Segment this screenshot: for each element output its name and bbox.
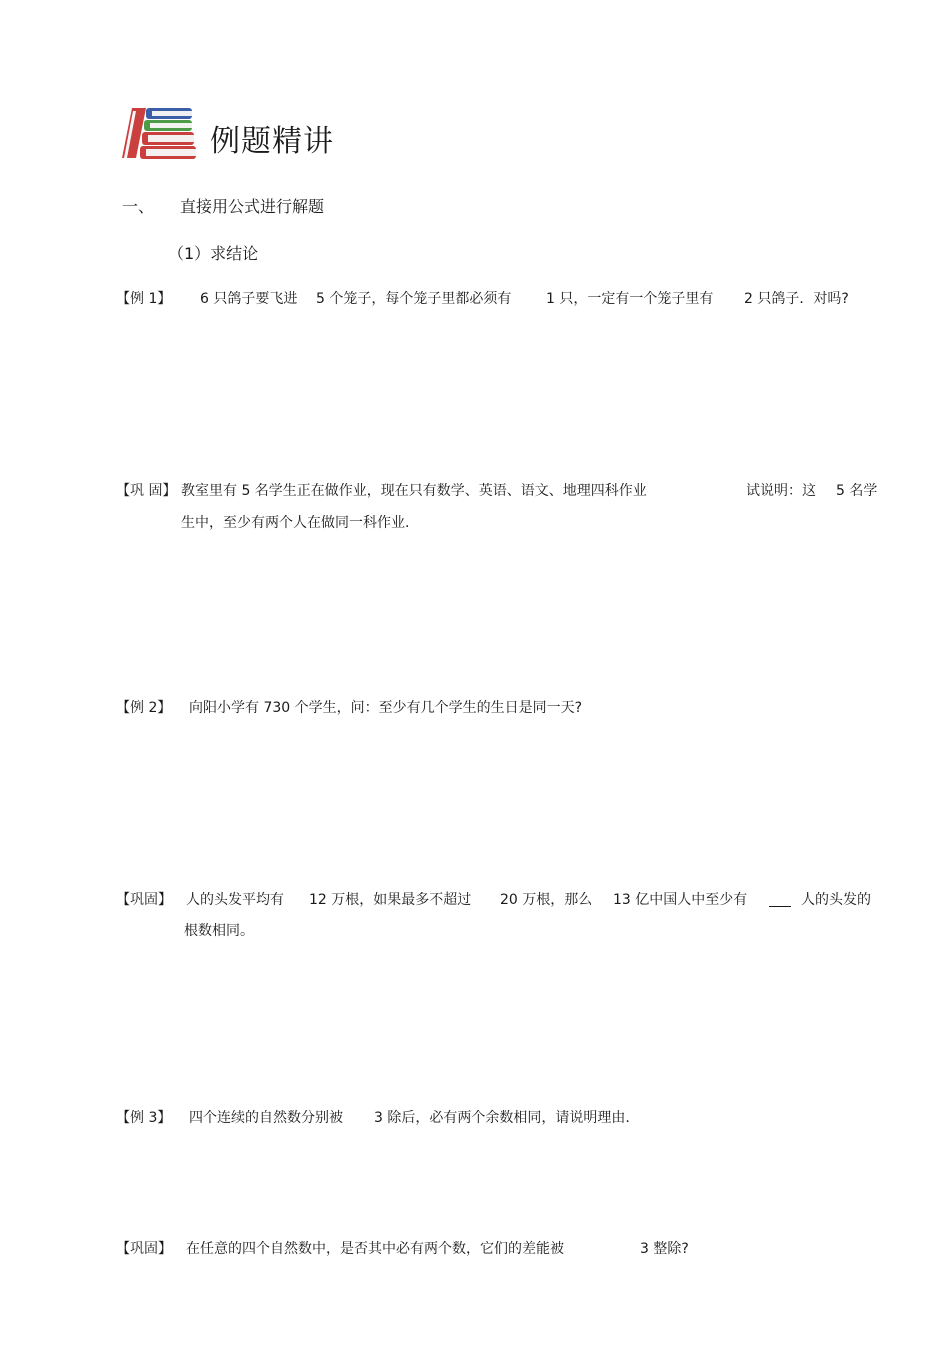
practice-1-line-1b: 试说明：这	[746, 483, 816, 499]
example-3-part-1: 四个连续的自然数分别被	[189, 1110, 343, 1126]
section-title: 例题精讲	[210, 124, 334, 159]
example-3-part-2: 3 除后，必有两个余数相同，请说明理由.	[374, 1110, 630, 1126]
practice-3-part-1: 在任意的四个自然数中，是否其中必有两个数，它们的差能被	[186, 1241, 564, 1257]
practice-2-part-5: 人的头发的	[801, 892, 871, 908]
example-1-part-2: 5 个笼子，每个笼子里都必须有	[316, 291, 512, 307]
practice-1-tag: 【巩 固】	[116, 483, 177, 499]
example-1-tag: 【例 1】	[116, 291, 172, 307]
example-1-part-3: 1 只，一定有一个笼子里有	[546, 291, 714, 307]
practice-2-part-3: 20 万根，那么	[500, 892, 593, 908]
example-1-part-4: 2 只鸽子．对吗?	[744, 291, 849, 307]
practice-1-line-1: 教室里有 5 名学生正在做作业，现在只有数学、英语、语文、地理四科作业	[181, 483, 647, 499]
example-2-tag: 【例 2】	[116, 700, 172, 716]
example-1-part-1: 6 只鸽子要飞进	[200, 291, 298, 307]
practice-1-line-1c: 5 名学	[836, 483, 878, 499]
books-icon	[116, 102, 198, 162]
subsection-heading: （1）求结论	[168, 244, 259, 263]
example-2-text: 向阳小学有 730 个学生，问：至少有几个学生的生日是同一天?	[189, 700, 583, 716]
practice-1-line-2: 生中，至少有两个人在做同一科作业.	[181, 515, 410, 531]
practice-2-tag: 【巩固】	[116, 892, 172, 908]
example-3-tag: 【例 3】	[116, 1110, 172, 1126]
practice-3-part-2: 3 整除?	[640, 1241, 689, 1257]
section-number: 一、	[122, 197, 155, 216]
practice-2-part-2: 12 万根，如果最多不超过	[309, 892, 472, 908]
practice-3-tag: 【巩固】	[116, 1241, 172, 1257]
practice-2-part-1: 人的头发平均有	[186, 892, 284, 908]
section-title-text: 直接用公式进行解题	[180, 197, 325, 216]
section-heading	[122, 194, 324, 217]
answer-blank	[769, 892, 791, 907]
practice-2-part-4: 13 亿中国人中至少有	[613, 892, 748, 908]
practice-2-line-2: 根数相同。	[184, 923, 254, 939]
